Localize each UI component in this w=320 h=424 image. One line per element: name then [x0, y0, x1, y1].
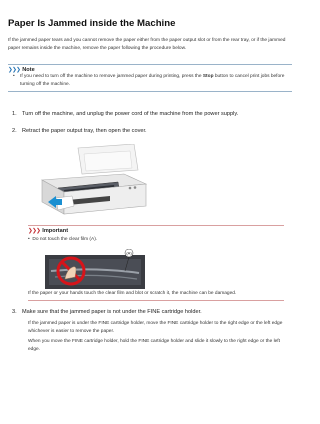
- important-header: [28, 225, 284, 234]
- step-1: [12, 111, 238, 117]
- important-bullet: •: [28, 237, 30, 242]
- important-item-text: Do not touch the clear film (A).: [32, 237, 98, 242]
- intro-paragraph: If the jammed paper tears and you cannot remove the paper either from the paper output slot or from the rear tray, or if the jammed paper remains inside the machine, remove the paper following the procedure below.: [8, 38, 286, 51]
- note-header-label: Note: [22, 66, 35, 73]
- note-text-after: button to cancel print jobs before turning off the machine.: [20, 74, 285, 87]
- step-text: Turn off the machine, and unplug the power cord of the machine from the power supply.: [22, 111, 239, 117]
- step-number: 1.: [12, 111, 17, 117]
- page-title: Paper Is Jammed inside the Machine: [8, 18, 176, 29]
- step-number: 3.: [12, 309, 17, 315]
- printer-illustration: [34, 144, 154, 220]
- note-text-before: If you need to turn off the machine to remove jammed paper during printing, press the: [20, 74, 203, 79]
- important-header-label: Important: [42, 228, 69, 234]
- note-arrows-icon: ❯❯❯: [8, 66, 21, 73]
- note-body: [8, 73, 292, 92]
- note-bullet: •: [13, 74, 15, 79]
- step-3-paragraph-2: When you move the FINE cartridge holder, hold the FINE cartridge holder and slide it slowly to the right edge or the left edge.: [28, 339, 280, 352]
- important-divider: [28, 300, 284, 301]
- note-text-bold: Stop: [202, 74, 214, 79]
- step-3-paragraph-1: If the jammed paper is under the FINE cartridge holder, move the FINE cartridge holder to the right edge or the left edge whichever is easier to remove the paper.: [28, 321, 283, 334]
- step-number: 2.: [12, 128, 17, 134]
- step-3: [12, 309, 202, 315]
- step-text: Make sure that the jammed paper is not under the FINE cartridge holder.: [22, 309, 202, 315]
- step-2: [12, 128, 147, 134]
- note-text: [20, 73, 292, 88]
- do-not-touch-illustration: [45, 249, 145, 289]
- step-text: Retract the paper output tray, then open the cover.: [22, 128, 147, 134]
- figure-label-a: (A): [126, 250, 132, 256]
- important-item: [28, 237, 97, 242]
- important-after: If the paper or your hands touch the clear film and blot or scratch it, the machine can be damaged.: [28, 291, 237, 296]
- important-arrows-icon: ❯❯❯: [28, 228, 41, 234]
